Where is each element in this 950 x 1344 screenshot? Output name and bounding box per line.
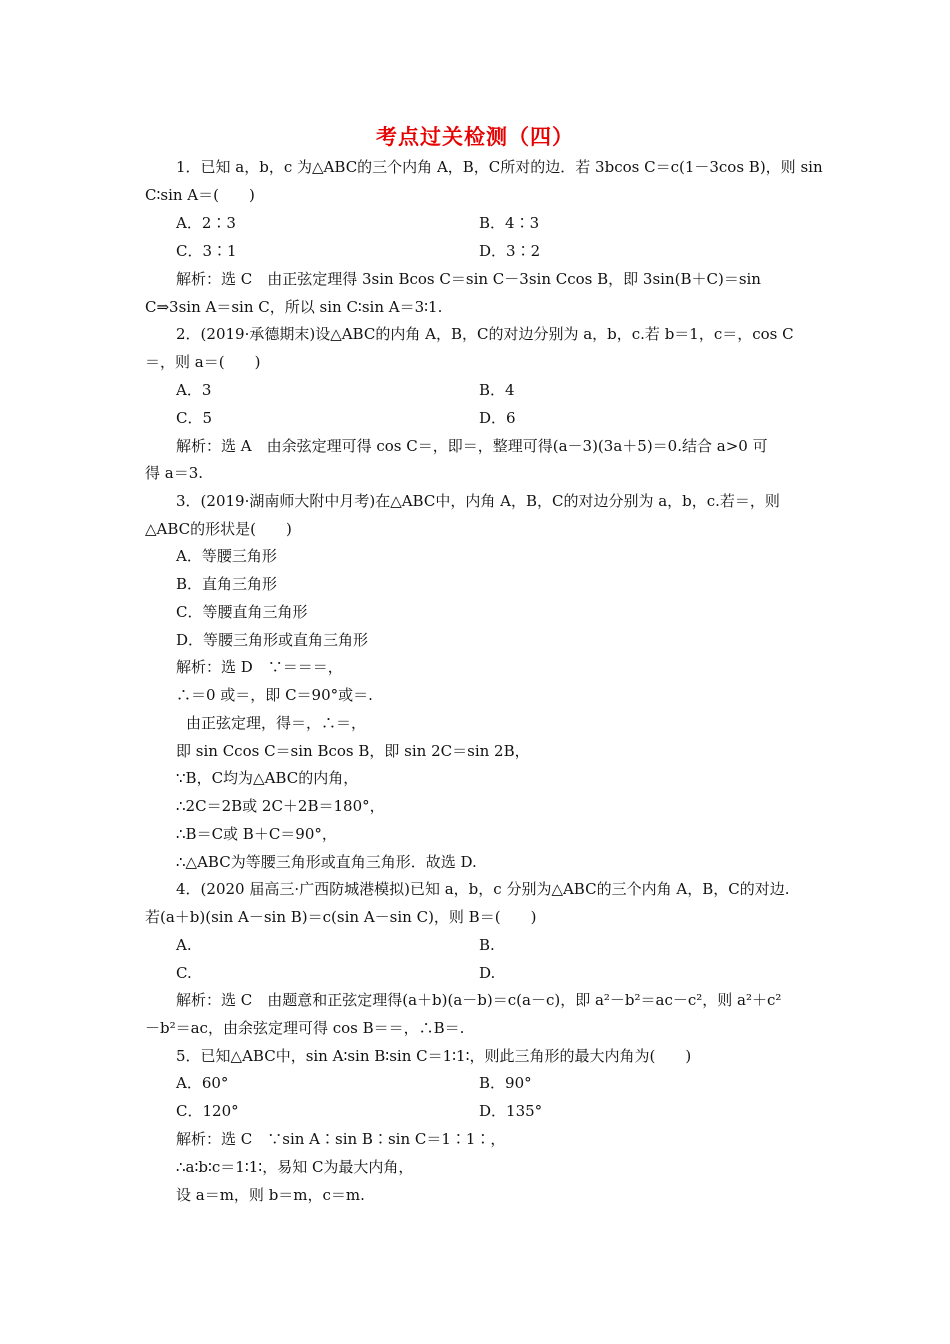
text-line: 1．已知 a，b，c 为△ABC的三个内角 A，B，C所对的边．若 3bcos C＝c(1－3cos B)，则 sin bbox=[176, 158, 823, 176]
text-line: －b²＝ac，由余弦定理可得 cos B＝＝，∴B＝. bbox=[145, 1019, 465, 1037]
text-line: 2．(2019·承德期末)设△ABC的内角 A，B，C的对边分别为 a，b，c.若 b＝1，c＝，cos C bbox=[176, 325, 794, 343]
text-line: C．3∶1 bbox=[176, 242, 237, 260]
text-line: 3．(2019·湖南师大附中月考)在△ABC中，内角 A，B，C的对边分别为 a，b，c.若＝，则 bbox=[176, 492, 780, 510]
text-line: ∵B，C均为△ABC的内角， bbox=[176, 769, 359, 787]
answer-option-right: D. bbox=[479, 964, 496, 982]
text-line: 得 a＝3. bbox=[145, 464, 204, 482]
text-line: △ABC的形状是( ) bbox=[145, 520, 292, 538]
text-line: A．60° bbox=[176, 1074, 229, 1092]
text-line: C．5 bbox=[176, 409, 213, 427]
answer-option-right: B．90° bbox=[479, 1074, 532, 1092]
text-line: C. bbox=[176, 964, 192, 982]
text-line: A. bbox=[176, 936, 192, 954]
page-title: 考点过关检测（四） bbox=[376, 124, 574, 149]
answer-option-right: D．135° bbox=[479, 1102, 543, 1120]
text-line: 解析：选 C 由题意和正弦定理得(a＋b)(a－b)＝c(a－c)，即 a²－b²＝ac－c²，则 a²＋c² bbox=[176, 991, 782, 1009]
text-line: B．直角三角形 bbox=[176, 575, 278, 593]
text-line: A．等腰三角形 bbox=[176, 547, 277, 565]
text-line: 由正弦定理，得＝，∴＝， bbox=[186, 714, 367, 732]
answer-option-right: D．3∶2 bbox=[479, 242, 541, 260]
text-line: C．120° bbox=[176, 1102, 239, 1120]
text-line: 5．已知△ABC中，sin A∶sin B∶sin C＝1∶1∶，则此三角形的最大内角为( ) bbox=[176, 1047, 692, 1065]
text-line: 4．(2020 届高三·广西防城港模拟)已知 a，b，c 分别为△ABC的三个内角 A，B，C的对边. bbox=[176, 880, 790, 898]
answer-option-right: B．4 bbox=[479, 381, 515, 399]
text-line: C∶sin A＝( ) bbox=[145, 186, 255, 204]
text-line: ＝，则 a＝( ) bbox=[145, 353, 261, 371]
answer-option-right: B. bbox=[479, 936, 495, 954]
text-line: 解析：选 A 由余弦定理可得 cos C＝，即＝，整理可得(a－3)(3a＋5)＝0.结合 a>0 可 bbox=[176, 437, 768, 455]
answer-option-right: D．6 bbox=[479, 409, 516, 427]
answer-option-right: B．4∶3 bbox=[479, 214, 540, 232]
text-line: 即 sin Ccos C＝sin Bcos B，即 sin 2C＝sin 2B， bbox=[176, 742, 530, 760]
text-line: ∴a∶b∶c＝1∶1∶，易知 C为最大内角， bbox=[176, 1158, 414, 1176]
text-line: ∴＝0 或＝，即 C＝90°或＝. bbox=[176, 686, 373, 704]
text-line: ∴△ABC为等腰三角形或直角三角形．故选 D. bbox=[176, 853, 477, 871]
text-line: 若(a＋b)(sin A－sin B)＝c(sin A－sin C)，则 B＝( ) bbox=[145, 908, 537, 926]
text-line: C．等腰直角三角形 bbox=[176, 603, 308, 621]
text-line: 解析：选 C ∵sin A∶sin B∶sin C＝1∶1∶， bbox=[176, 1130, 506, 1148]
text-line: 解析：选 C 由正弦定理得 3sin Bcos C＝sin C－3sin Ccos B，即 3sin(B＋C)＝sin bbox=[176, 270, 761, 288]
text-line: A．2∶3 bbox=[176, 214, 236, 232]
text-line: 解析：选 D ∵＝＝＝， bbox=[176, 658, 343, 676]
text-line: 设 a＝m，则 b＝m，c＝m. bbox=[176, 1186, 365, 1204]
text-line: A．3 bbox=[176, 381, 212, 399]
text-line: D．等腰三角形或直角三角形 bbox=[176, 631, 369, 649]
text-line: C⇒3sin A＝sin C，所以 sin C∶sin A＝3∶1. bbox=[145, 298, 443, 316]
text-line: ∴B＝C或 B＋C＝90°， bbox=[176, 825, 337, 843]
text-line: ∴2C＝2B或 2C＋2B＝180°， bbox=[176, 797, 385, 815]
